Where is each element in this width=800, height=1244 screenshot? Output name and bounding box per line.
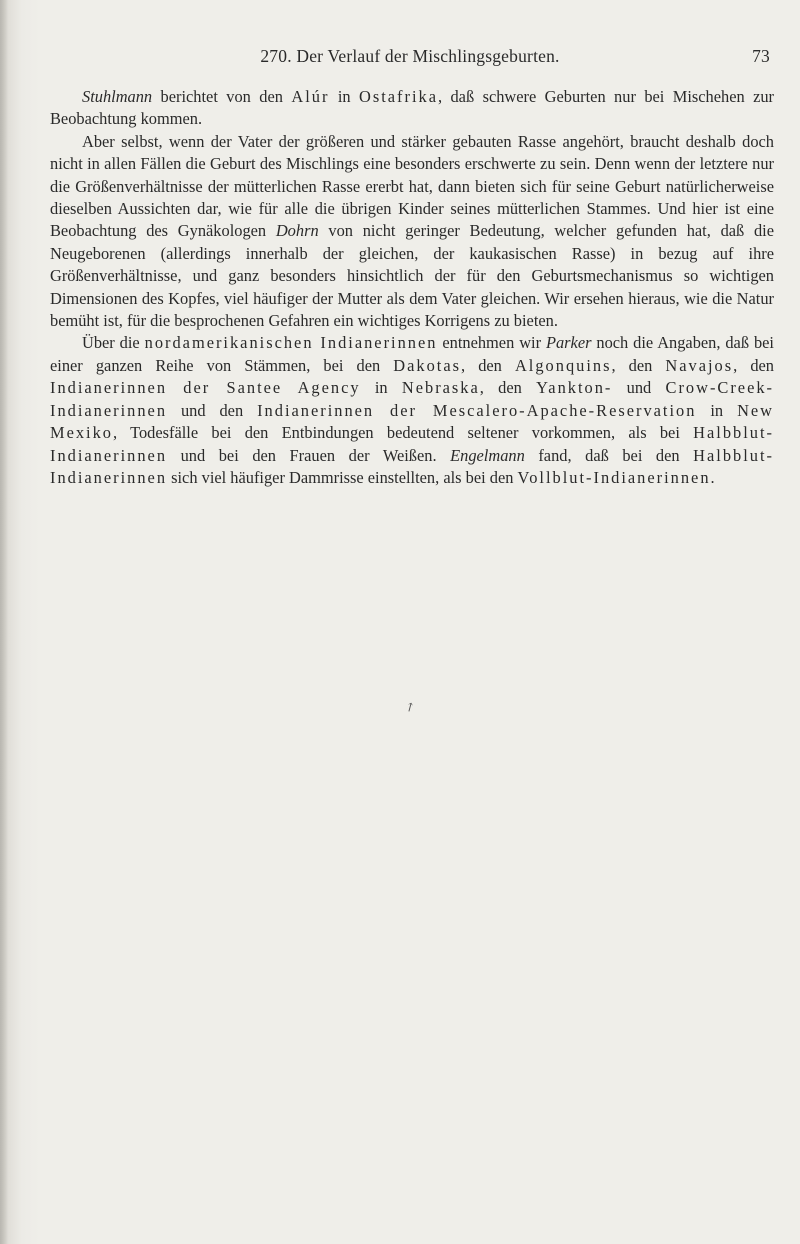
text-run: Yankton- bbox=[536, 378, 613, 398]
page-number: 73 bbox=[752, 46, 770, 66]
text-run: , Todesfälle bei den Entbindungen bedeutend seltener vorkommen, als bei bbox=[113, 423, 694, 443]
text-run: Engelmann bbox=[450, 445, 525, 465]
text-run: fand, daß bei den bbox=[524, 445, 694, 465]
text-run: in bbox=[696, 400, 738, 420]
text-run: von nicht geringer Bedeutung, welcher gefunden hat, daß die Neugeborenen (allerdings innerhalb der gleichen, der kaukasischen Rasse) in bezug auf ihre Größenverhältnisse, und ganz besonders hinsichtlich der für den Geburtsmechanismus so wichtigen Dimensionen des Kopfes, viel häufiger der Mutter als dem Vater gleichen. Wir ersehen hieraus, wie die Natur bemüht ist, für die besprochenen Gefahren ein wichtiges Korrigens zu bieten. bbox=[50, 221, 774, 331]
text-run: Aber selbst, wenn der Vater der größeren und stärker gebauten Rasse angehört, braucht deshalb doch nicht in allen Fällen die Geburt des Mischlings eine besonders erschwerte zu sein. Denn wenn der letztere nur die Größenverhältnisse der mütterlichen Rasse ererbt hat, dann bieten sich für seine Geburt natürlicherweise dieselben Aussichten dar, wie für alle die übrigen Kinder seines mütterlichen Stammes. Und hier ist eine Beobachtung des Gynäkologen bbox=[50, 131, 774, 241]
text-run: Navajos bbox=[665, 355, 734, 375]
text-run: Indianerinnen der Santee Agency bbox=[50, 378, 361, 398]
text-run: , den bbox=[461, 355, 515, 375]
text-run: , den bbox=[479, 378, 537, 398]
text-run: und bei den Frauen der Weißen. bbox=[167, 445, 451, 465]
text-run: , den bbox=[611, 355, 666, 375]
text-run: in bbox=[329, 87, 359, 106]
binding-shadow bbox=[0, 0, 8, 1244]
text-run: New Mexiko bbox=[50, 400, 775, 443]
text-run: Algonquins bbox=[514, 355, 612, 375]
text-run: , den bbox=[733, 355, 774, 375]
text-run: Nebraska bbox=[401, 378, 480, 398]
body-text bbox=[50, 86, 774, 489]
text-run: Vollblut-Indianerinnen bbox=[517, 467, 711, 487]
text-run: Über die bbox=[82, 333, 145, 353]
text-run: Indianerinnen der Mescalero-Apache-Reservation bbox=[257, 400, 697, 420]
text-run: und den bbox=[167, 400, 258, 420]
text-run: Halbblut-Indianerinnen bbox=[50, 445, 774, 487]
paragraph bbox=[50, 332, 774, 489]
text-run: Crow-Creek-Indianerinnen bbox=[50, 378, 775, 420]
text-run: Dohrn bbox=[275, 221, 319, 241]
text-run: berichtet von den bbox=[152, 87, 292, 106]
text-run: , daß schwere Geburten nur bei Mischehen zur Beobachtung kommen. bbox=[50, 87, 775, 129]
text-run: Halbblut-Indianerinnen bbox=[50, 423, 774, 465]
text-run: Parker bbox=[545, 333, 592, 353]
text-run: nordamerikanischen Indianerinnen bbox=[144, 333, 438, 353]
running-title: 270. Der Verlauf der Mischlingsgeburten. bbox=[260, 46, 560, 66]
text-run: Stuhlmann bbox=[82, 87, 153, 106]
running-head bbox=[50, 46, 770, 70]
text-run: in bbox=[360, 378, 402, 398]
text-run: entnehmen wir bbox=[437, 333, 546, 353]
text-run: noch die Angaben, daß bei einer ganzen Reihe von Stämmen, bei den bbox=[50, 333, 774, 375]
text-run: Ostafrika bbox=[358, 87, 438, 106]
text-run: sich viel häufiger Dammrisse einstellten, als bei den bbox=[167, 467, 518, 487]
text-run: Alúr bbox=[291, 87, 330, 106]
paragraph bbox=[50, 131, 774, 333]
stray-mark: ↗ bbox=[402, 698, 418, 716]
text-run: Dakotas bbox=[393, 355, 462, 375]
text-run: und bbox=[612, 378, 666, 398]
paragraph bbox=[50, 86, 774, 131]
text-run: . bbox=[710, 467, 715, 487]
